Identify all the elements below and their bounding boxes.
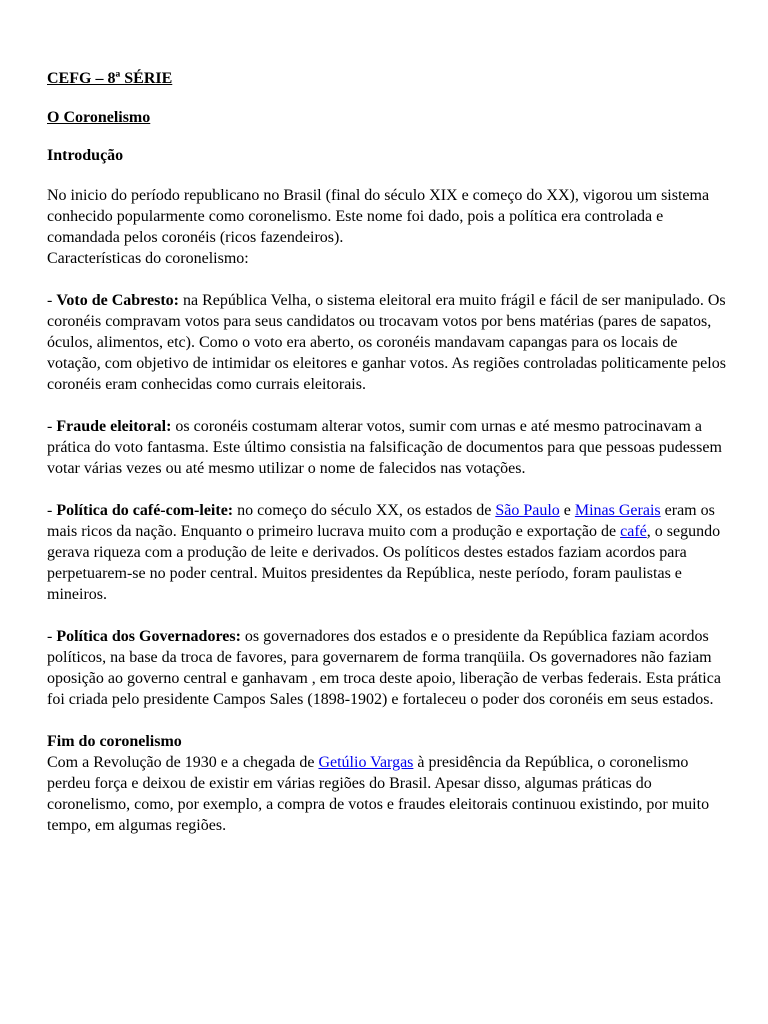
governadores-text: os governadores dos estados e o presidente da República faziam acordos políticos, na base da troca de favores, para governarem de forma tranqüila. Os governadores não faziam oposição ao governo central e ganhavam , em troca deste apoio, liberação de verbas federais. Esta prática foi criada pelo presidente Campos Sales (1898-1902) e fortaleceu o poder dos coronéis em seus estados. (47, 628, 721, 708)
voto-cabresto-text: na República Velha, o sistema eleitoral era muito frágil e fácil de ser manipulado. Os coronéis compravam votos para seus candidatos ou trocavam votos por bens matérias (pares de sapatos, óculos, alimentos, etc). Como o voto era aberto, os coronéis mandavam capangas para os locais de votação, com objetivo de intimidar os eleitores e ganhar votos. As regiões controladas politicamente pelos coronéis eram conhecidas como currais eleitorais. (47, 292, 726, 393)
fim-paragraph (47, 752, 727, 836)
cafe-com-leite-term: Política do café-com-leite: (56, 502, 234, 519)
intro-paragraph: No inicio do período republicano no Brasil (final do século XIX e começo do XX), vigorou um sistema conhecido popularmente como coronelismo. Este nome foi dado, pois a política era controlada e comandada pelos coronéis (ricos fazendeiros). (47, 187, 710, 246)
list-dash: - (47, 502, 57, 519)
document-body (47, 68, 727, 836)
cafe-com-leite-text: , o segundo gerava riqueza com a produção de leite e derivados. Os políticos destes estados faziam acordos para perpetuarem-se no poder central. Muitos presidentes da República, neste período, foram paulistas e mineiros. (47, 523, 721, 603)
page-title: O Coronelismo (47, 109, 151, 126)
getulio-vargas-link[interactable]: Getúlio Vargas (318, 754, 414, 771)
fraude-eleitoral-term: Fraude eleitoral: (56, 418, 172, 435)
characteristics-label: Características do coronelismo: (47, 250, 249, 267)
fim-text: Com a Revolução de 1930 e a chegada de (47, 754, 319, 771)
list-dash: - (47, 418, 57, 435)
list-dash: - (47, 292, 57, 309)
cafe-com-leite-text: eram os mais ricos da nação. Enquanto o primeiro lucrava muito com a produção e exportação de (47, 502, 715, 540)
fim-heading: Fim do coronelismo (47, 733, 182, 750)
cafe-link[interactable]: café (620, 523, 647, 540)
fraude-eleitoral-text: os coronéis costumam alterar votos, sumir com urnas e até mesmo patrocinavam a prática do voto fantasma. Este último consistia na falsificação de documentos para que pessoas pudessem votar várias vezes ou até mesmo utilizar o nome de falecidos nas votações. (47, 418, 722, 477)
list-dash: - (47, 628, 57, 645)
voto-cabresto-term: Voto de Cabresto: (56, 292, 179, 309)
fim-text: à presidência da República, o coronelismo perdeu força e deixou de existir em várias regiões do Brasil. Apesar disso, algumas práticas do coronelismo, como, por exemplo, a compra de votos e fraudes eleitorais continuou existindo, por muito tempo, em algumas regiões. (47, 754, 710, 834)
sao-paulo-link[interactable]: São Paulo (495, 502, 560, 519)
fim-section (47, 731, 727, 836)
intro-section (47, 185, 727, 269)
voto-cabresto-paragraph (47, 290, 727, 395)
fraude-eleitoral-paragraph (47, 416, 727, 479)
minas-gerais-link[interactable]: Minas Gerais (574, 502, 661, 519)
document-header: CEFG – 8ª SÉRIE (47, 70, 173, 87)
cafe-com-leite-text: e (559, 502, 575, 519)
intro-heading: Introdução (47, 147, 124, 164)
cafe-com-leite-paragraph (47, 500, 727, 605)
governadores-term: Política dos Governadores: (56, 628, 241, 645)
cafe-com-leite-text: no começo do século XX, os estados de (233, 502, 496, 519)
governadores-paragraph (47, 626, 727, 710)
